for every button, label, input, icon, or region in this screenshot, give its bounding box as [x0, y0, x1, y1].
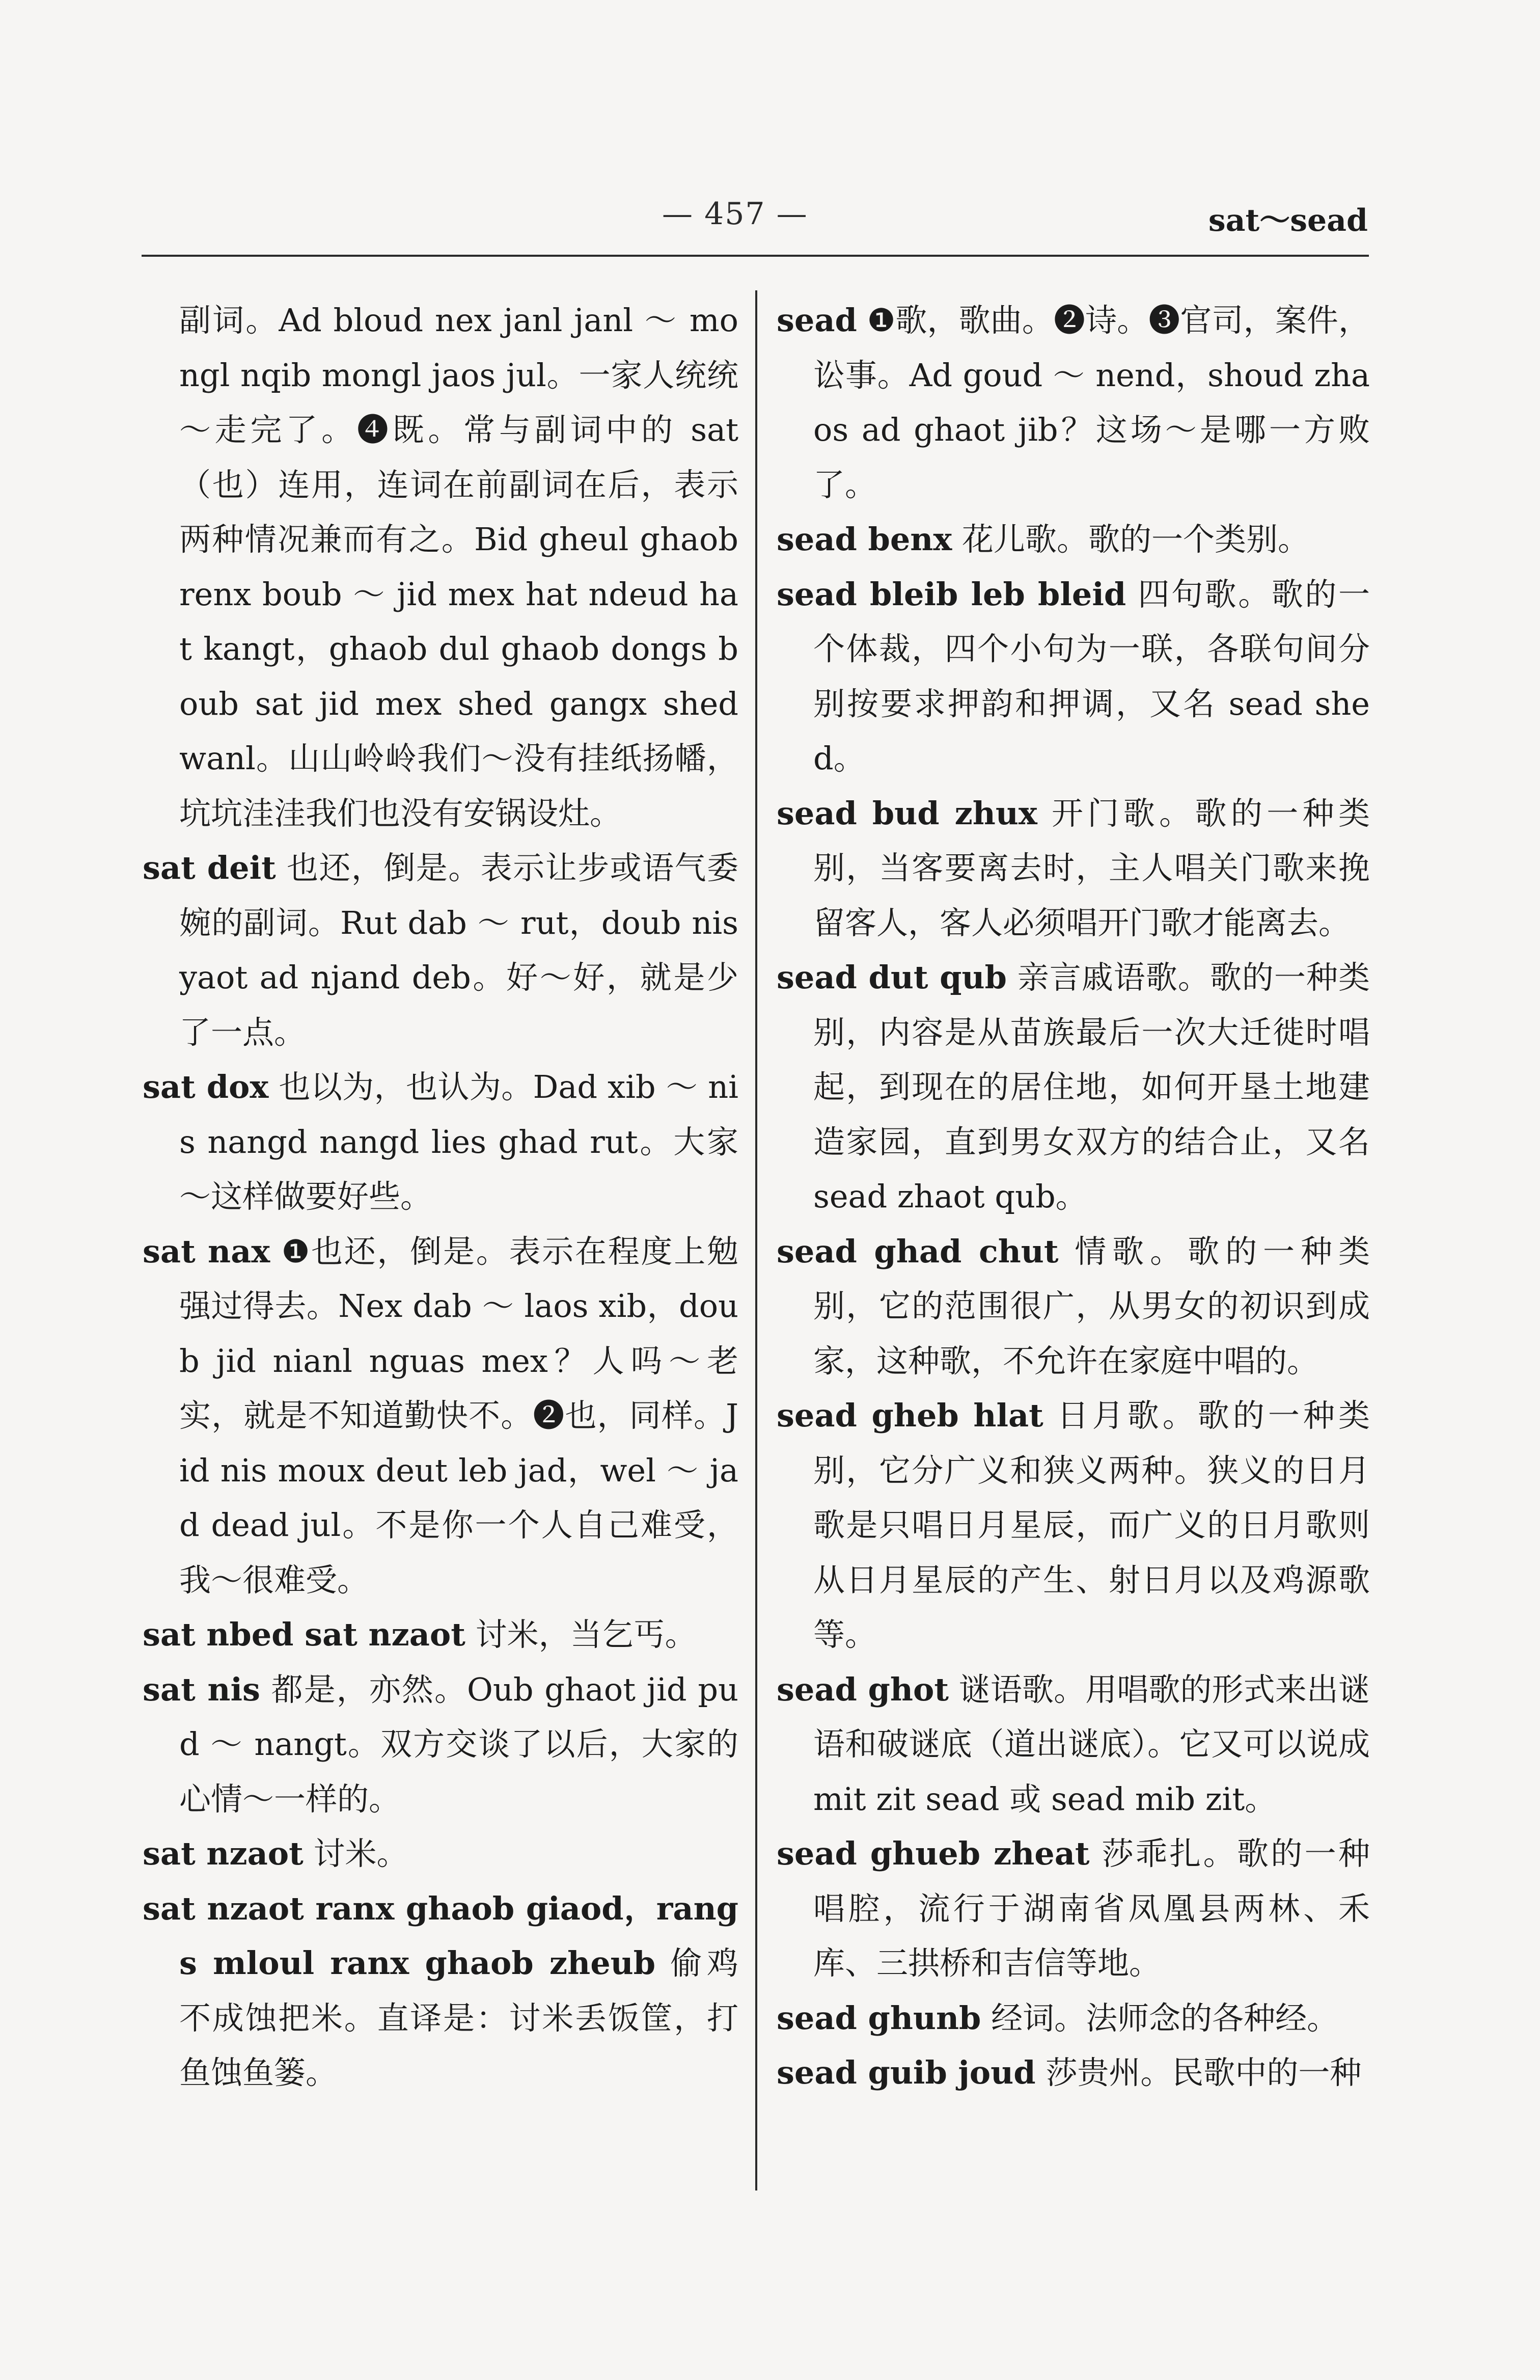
entry-headword: sead: [777, 302, 857, 339]
dictionary-entry: [143, 1662, 738, 1827]
dictionary-entry: [777, 567, 1370, 786]
entry-definition: 谜语歌。用唱歌的形式来出谜语和破谜底（道出谜底）。它又可以说成 mit zit sead 或 sead mib zit。: [813, 1670, 1370, 1818]
entry-definition: 讨米。: [313, 1835, 408, 1872]
entry-headword: sat nis: [143, 1670, 260, 1708]
entry-definition: 经词。法师念的各种经。: [991, 1999, 1339, 2037]
page-number: — 457 —: [662, 196, 808, 232]
dictionary-entry: [143, 841, 738, 1060]
entry-headword: sead ghueb zheat: [777, 1835, 1090, 1872]
dictionary-entry: [143, 293, 738, 841]
dictionary-entry: [777, 2045, 1370, 2100]
entry-definition: 都是，亦然。Oub ghaot jid pud ～ nangt。双方交谈了以后，大家的心情～一样的。: [179, 1670, 738, 1818]
entry-definition: 花儿歌。歌的一个类别。: [962, 521, 1310, 558]
entry-headword: sead bleib leb bleid: [777, 575, 1126, 613]
dictionary-entry: [777, 1388, 1370, 1662]
dictionary-entry: [777, 950, 1370, 1224]
dictionary-entry: [777, 1662, 1370, 1827]
entry-definition: 开门歌。歌的一种类别，当客要离去时，主人唱关门歌来挽留客人，客人必须唱开门歌才能离去。: [813, 794, 1370, 941]
entry-definition: 也以为，也认为。Dad xib ～ nis nangd nangd lies ghad rut。大家～这样做要好些。: [179, 1068, 738, 1215]
entry-definition: 情歌。歌的一种类别，它的范围很广，从男女的初识到成家，这种歌，不允许在家庭中唱的。: [813, 1232, 1370, 1380]
entry-definition: 四句歌。歌的一个体裁，四个小句为一联，各联句间分别按要求押韵和押调，又名 sead shed。: [813, 575, 1370, 777]
entry-headword: sat nzaot: [143, 1835, 304, 1872]
entry-headword: sead bud zhux: [777, 794, 1037, 832]
entry-headword: sat nzaot ranx ghaob giaod，rangs mloul ranx ghaob zheub: [143, 1889, 738, 1982]
dictionary-entry: [143, 1826, 738, 1881]
dictionary-entry: [777, 1991, 1370, 2046]
dictionary-entry: [777, 786, 1370, 951]
entry-definition: 莎乖扎。歌的一种唱腔，流行于湖南省凤凰县两林、禾库、三拱桥和吉信等地。: [813, 1835, 1370, 1982]
dictionary-entry: [777, 1224, 1370, 1389]
running-head: sat～sead: [1208, 203, 1368, 238]
entry-headword: sead benx: [777, 521, 952, 558]
dictionary-entry: [143, 1224, 738, 1608]
dictionary-entry: [143, 1060, 738, 1224]
entry-headword: sat nax: [143, 1232, 270, 1270]
entry-definition: 讨米，当乞丐。: [475, 1616, 697, 1653]
entry-headword: sead ghunb: [777, 1999, 981, 2037]
dictionary-entry: [777, 512, 1370, 567]
entry-definition: ❶歌，歌曲。❷诗。❸官司，案件，讼事。Ad goud ～ nend，shoud zhaos ad ghaot jib？这场～是哪一方败了。: [813, 302, 1370, 503]
entry-headword: sat deit: [143, 849, 276, 886]
entry-headword: sat nbed sat nzaot: [143, 1616, 465, 1653]
entry-definition: 日月歌。歌的一种类别，它分广义和狭义两种。狭义的日月歌是只唱日月星辰，而广义的日月歌则从日月星辰的产生、射日月以及鸡源歌等。: [813, 1397, 1370, 1653]
entry-definition: 副词。Ad bloud nex janl janl ～ mongl nqib mongl jaos jul。一家人统统～走完了。❹既。常与副词中的 sat（也）连用，连词在前副词在后，表示两种情况兼而有之。Bid gheul ghaob renx boub ～ jid mex hat ndeud hat kangt，ghaob dul ghaob dongs boub sat jid mex shed gangx shed wanl。山山岭岭我们～没有挂纸扬幡，坑坑洼洼我们也没有安锅设灶。: [179, 302, 738, 832]
dictionary-entry: [143, 1607, 738, 1662]
entry-headword: sat dox: [143, 1068, 269, 1105]
entry-headword: sead guib joud: [777, 2054, 1036, 2091]
entry-definition: 偷鸡不成蚀把米。直译是：讨米丢饭筐，打鱼蚀鱼篓。: [179, 1944, 738, 2091]
header-rule: [142, 255, 1369, 257]
column-divider: [755, 290, 757, 2190]
entry-headword: sead ghad chut: [777, 1232, 1059, 1270]
entry-definition: 莎贵州。民歌中的一种: [1046, 2054, 1362, 2091]
entry-headword: sead dut qub: [777, 959, 1007, 996]
entry-definition: 亲言戚语歌。歌的一种类别，内容是从苗族最后一次大迁徙时唱起，到现在的居住地，如何开垦土地建造家园，直到男女双方的结合止，又名 sead zhaot qub。: [813, 959, 1370, 1215]
left-column: [143, 293, 738, 2100]
entry-headword: sead gheb hlat: [777, 1397, 1043, 1434]
dictionary-entry: [777, 1826, 1370, 1991]
right-column: [777, 293, 1370, 2100]
dictionary-entry: [143, 1881, 738, 2100]
entry-headword: sead ghot: [777, 1670, 949, 1708]
entry-definition: 也还，倒是。表示让步或语气委婉的副词。Rut dab ～ rut，doub nis yaot ad njand deb。好～好，就是少了一点。: [179, 849, 738, 1051]
dictionary-entry: [777, 293, 1370, 512]
entry-definition: ❶也还，倒是。表示在程度上勉强过得去。Nex dab ～ laos xib，doub jid nianl nguas mex？人吗～老实，就是不知道勤快不。❷也，同样。Jid nis moux deut leb jad，wel ～ jad dead jul。不是你一个人自己难受，我～很难受。: [179, 1232, 738, 1599]
